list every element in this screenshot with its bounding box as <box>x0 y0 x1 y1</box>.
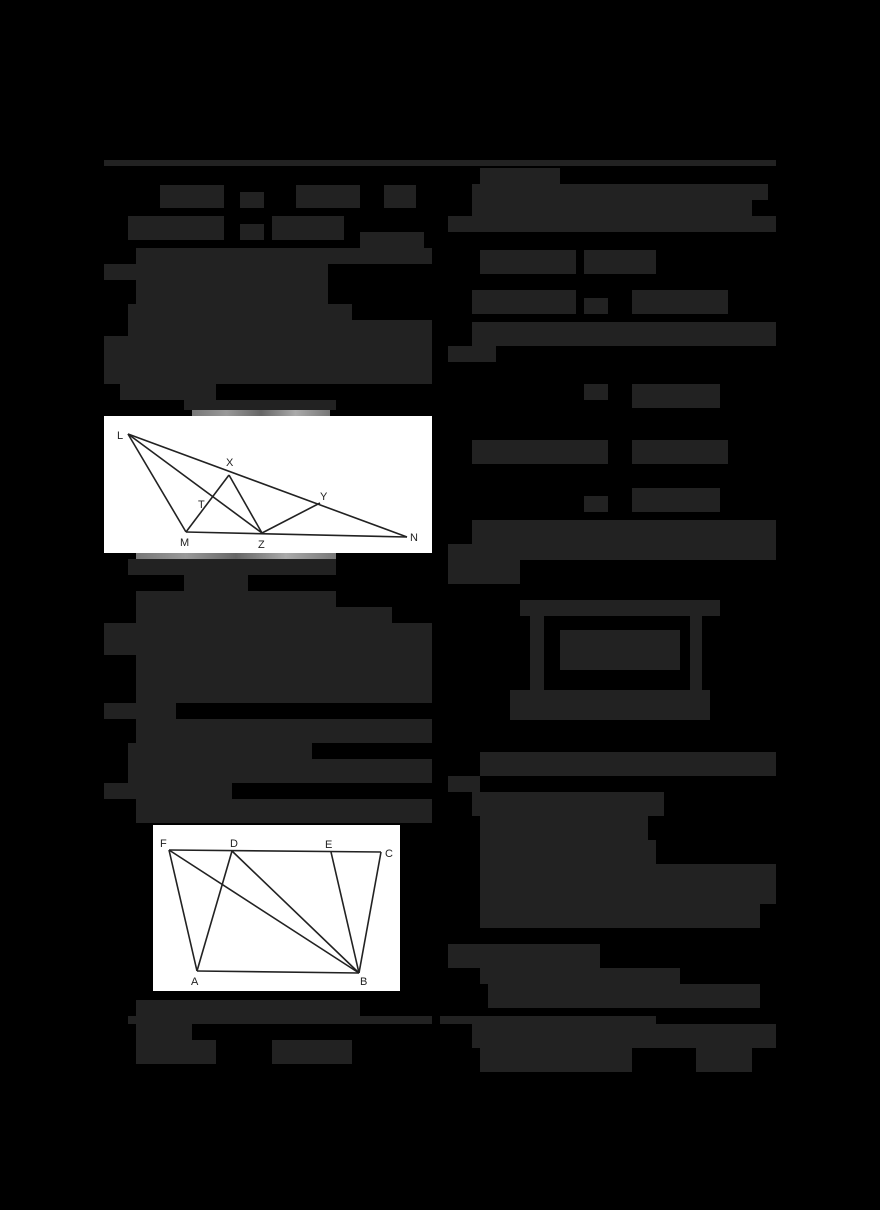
label-C: C <box>385 848 393 860</box>
header-rule <box>104 160 776 166</box>
quadrilateral-diagram <box>153 825 400 991</box>
figure-triangle-lmn <box>104 416 432 553</box>
triangle-diagram <box>104 416 432 553</box>
label-F: F <box>160 838 167 850</box>
label-Z: Z <box>258 539 265 551</box>
label-L: L <box>117 430 124 442</box>
label-T: T <box>198 499 205 511</box>
label-B: B <box>360 976 368 988</box>
label-M: M <box>180 537 190 549</box>
label-N: N <box>410 532 418 544</box>
label-Y: Y <box>320 491 328 503</box>
label-X: X <box>226 457 234 469</box>
label-D: D <box>230 838 238 850</box>
label-A: A <box>191 976 199 988</box>
label-E: E <box>325 839 333 851</box>
figure-quad-abcf <box>153 825 400 991</box>
